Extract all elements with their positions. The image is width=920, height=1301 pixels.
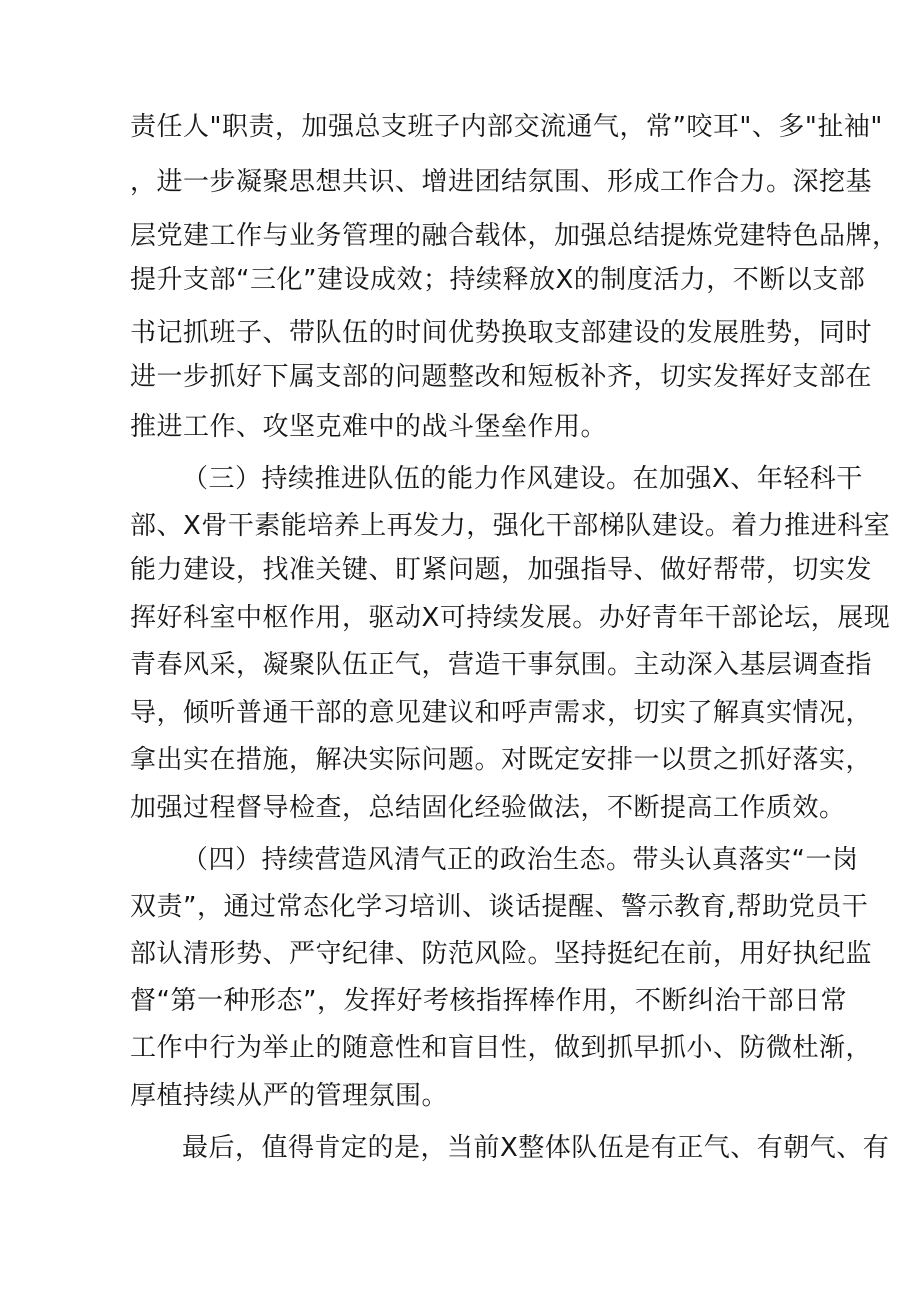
- paragraph-start-line: 最后，值得肯定的是，当前X整体队伍是有正气、有朝气、有: [182, 1133, 890, 1163]
- text-line: 厚植持续从严的管理氛围。: [130, 1081, 449, 1111]
- text-line: 加强过程督导检查，总结固化经验做法，不断提高工作质效。: [130, 793, 846, 823]
- text-line: 工作中行为举止的随意性和盲目性，做到抓早抓小、防微杜渐，: [130, 1033, 873, 1063]
- text-line: 导，倾听普通干部的意见建议和呼声需求，切实了解真实情况，: [130, 698, 873, 728]
- text-line: 推进工作、攻坚克难中的战斗堡垒作用。: [130, 412, 608, 442]
- text-line: ，进一步凝聚思想共识、增进团结氛围、形成工作合力。深挖基: [130, 167, 873, 197]
- text-line: 督“第一种形态”，发挥好考核指挥棒作用，不断纠治干部日常: [130, 986, 847, 1016]
- text-line: 双责”，通过常态化学习培训、谈话提醒、警示教育,帮助党员干: [130, 892, 869, 922]
- text-line: 层党建工作与业务管理的融合载体，加强总结提炼党建特色品牌，: [130, 221, 899, 251]
- text-line: 部认清形势、严守纪律、防范风险。坚持挺纪在前，用好执纪监: [130, 939, 873, 969]
- text-line: 挥好科室中枢作用，驱动X可持续发展。办好青年干部论坛，展现: [130, 603, 891, 633]
- text-line: 提升支部“三化”建设成效；持续释放X的制度活力，不断以支部: [130, 265, 866, 295]
- text-line: 责任人"职责，加强总支班子内部交流通气，常”咬耳"、多"扯袖": [130, 112, 883, 142]
- text-line: 能力建设，找准关键、盯紧问题，加强指导、做好帮带，切实发: [130, 555, 873, 585]
- text-line: 进一步抓好下属支部的问题整改和短板补齐，切实发挥好支部在: [130, 362, 873, 392]
- text-line: 青春风采，凝聚队伍正气，营造干事氛围。主动深入基层调查指: [130, 650, 873, 680]
- text-line: 书记抓班子、带队伍的时间优势换取支部建设的发展胜势，同时: [130, 318, 873, 348]
- paragraph-start-line: （四）持续营造风清气正的政治生态。带头认真落实“一岗: [182, 845, 859, 875]
- text-line: 部、X骨干素能培养上再发力，强化干部梯队建设。着力推进科室: [130, 511, 891, 541]
- paragraph-start-line: （三）持续推进队伍的能力作风建设。在加强X、年轻科干: [182, 464, 863, 494]
- text-line: 拿出实在措施，解决实际问题。对既定安排一以贯之抓好落实，: [130, 745, 873, 775]
